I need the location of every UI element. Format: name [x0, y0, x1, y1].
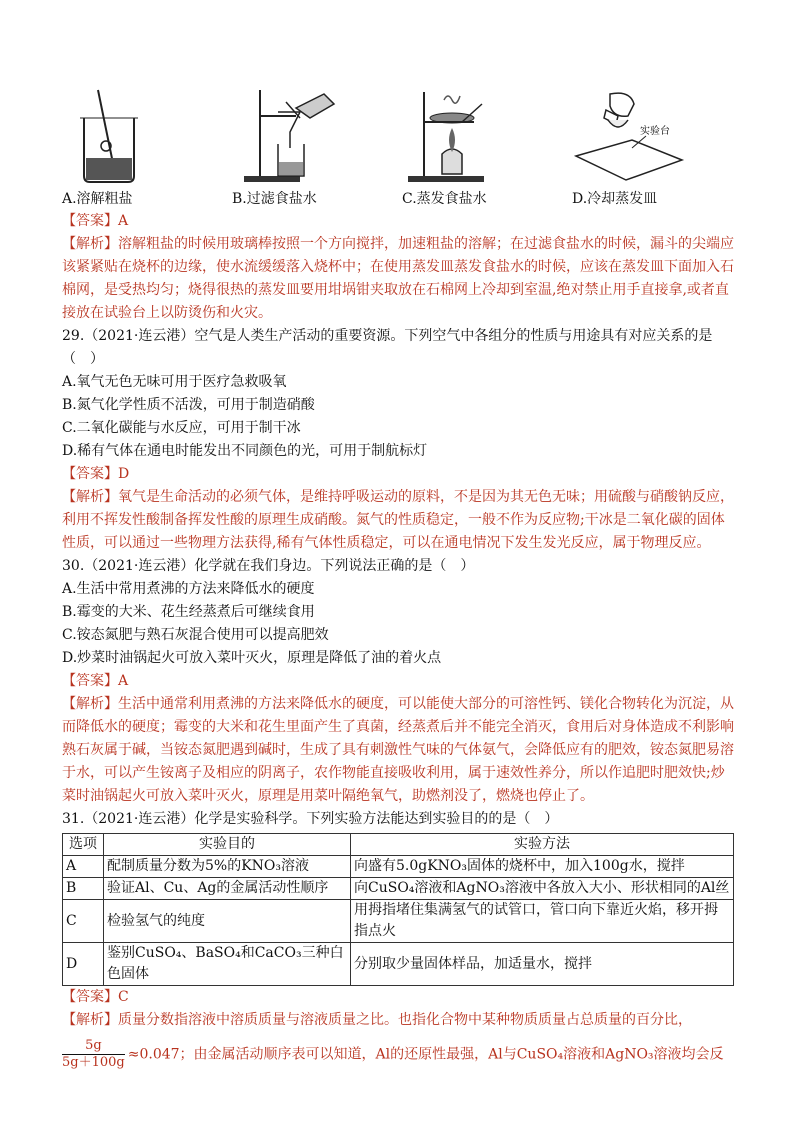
table-row	[63, 856, 734, 878]
row-a-method: 向盛有5.0gKNO₃固体的烧杯中，加入100g水，搅拌	[351, 856, 734, 878]
table-row	[63, 943, 734, 986]
row-d-option: D	[63, 943, 104, 986]
header-purpose: 实验目的	[104, 834, 351, 856]
cooling-dish-figure	[570, 88, 690, 184]
header-option: 选项	[63, 834, 104, 856]
evaporation-figure	[402, 88, 494, 184]
row-d-method: 分别取少量固体样品，加适量水，搅拌	[351, 943, 734, 986]
filtration-figure	[240, 88, 340, 184]
mass-fraction-formula	[62, 1038, 125, 1071]
q29-option-b: B.氮气化学性质不活泼，可用于制造硝酸	[62, 397, 315, 413]
row-a-purpose: 配制质量分数为5%的KNO₃溶液	[104, 856, 351, 878]
q30-option-d: D.炒菜时油锅起火可放入菜叶灭火，原理是降低了油的着火点	[62, 650, 442, 666]
row-b-purpose: 验证Al、Cu、Ag的金属活动性顺序	[104, 878, 351, 900]
apparatus-figures	[62, 88, 734, 188]
caption-a: A.溶解粗盐	[62, 191, 133, 207]
formula-numerator: 5g	[62, 1038, 125, 1055]
row-c-method: 用拇指堵住集满氢气的试管口，管口向下靠近火焰，移开拇指点火	[351, 900, 734, 943]
lab-table-label: 实验台	[640, 126, 670, 137]
q29-stem: 29.（2021·连云港）空气是人类生产活动的重要资源。下列空气中各组分的性质与用途具有对应关系的是（ ）	[62, 328, 713, 367]
row-a-option: A	[63, 856, 104, 878]
row-b-option: B	[63, 878, 104, 900]
q31-table	[62, 833, 734, 986]
table-row	[63, 878, 734, 900]
row-c-option: C	[63, 900, 104, 943]
q29-answer: 【答案】D	[62, 466, 130, 482]
q30-option-a: A.生活中常用煮沸的方法来降低水的硬度	[62, 581, 315, 597]
caption-c: C.蒸发食盐水	[402, 191, 487, 207]
q28-analysis: 【解析】溶解粗盐的时候用玻璃棒按照一个方向搅拌，加速粗盐的溶解；在过滤食盐水的时候，漏斗的尖端应该紧紧贴在烧杯的边缘，使水流缓缓落入烧杯中；在使用蒸发皿蒸发食盐水的时候，应该在蒸发皿下面加入石棉网，是受热均匀；烧得很热的蒸发皿要用坩埚钳夹取放在石棉网上冷却到室温,绝对禁止用手直接拿,或者直接放在试验台上以防烫伤和火灾。	[62, 236, 734, 321]
dissolve-beaker-figure	[76, 88, 146, 184]
row-b-method: 向CuSO₄溶液和AgNO₃溶液中各放入大小、形状相同的Al丝	[351, 878, 734, 900]
q29-option-d: D.稀有气体在通电时能发出不同颜色的光，可用于制航标灯	[62, 443, 428, 459]
q31-stem: 31.（2021·连云港）化学是实验科学。下列实验方法能达到实验目的的是（ ）	[62, 811, 559, 827]
q30-option-b: B.霉变的大米、花生经蒸煮后可继续食用	[62, 604, 315, 620]
q29-option-c: C.二氧化碳能与水反应，可用于制干冰	[62, 420, 301, 436]
formula-denominator: 5g＋100g	[62, 1055, 125, 1070]
row-c-purpose: 检验氢气的纯度	[104, 900, 351, 943]
table-row	[63, 900, 734, 943]
caption-b: B.过滤食盐水	[232, 191, 317, 207]
row-d-purpose: 鉴别CuSO₄、BaSO₄和CaCO₃三种白色固体	[104, 943, 351, 986]
q29-analysis: 【解析】氧气是生命活动的必须气体，是维持呼吸运动的原料，不是因为其无色无味；用硫酸与硝酸钠反应，利用不挥发性酸制备挥发性酸的原理生成硝酸。氮气的性质稳定，一般不作为反应物;干冰是二氧化碳的固体性质，可以通过一些物理方法获得,稀有气体性质稳定，可以在通电情况下发生发光反应，属于物理反应。	[62, 489, 734, 551]
q30-option-c: C.铵态氮肥与熟石灰混合使用可以提高肥效	[62, 627, 329, 643]
formula-continuation: ≈0.047；由金属活动顺序表可以知道，Al的还原性最强，Al与CuSO₄溶液和AgNO₃溶液均会反	[127, 1046, 724, 1063]
caption-d: D.冷却蒸发皿	[572, 191, 658, 207]
q29-option-a: A.氧气无色无味可用于医疗急救吸氧	[62, 374, 287, 390]
figure-captions	[62, 188, 734, 210]
header-method: 实验方法	[351, 834, 734, 856]
q28-answer: 【答案】A	[62, 213, 129, 229]
q30-answer: 【答案】A	[62, 673, 129, 689]
q30-stem: 30.（2021·连云港）化学就在我们身边。下列说法正确的是（ ）	[62, 558, 475, 574]
q31-analysis: 【解析】质量分数指溶液中溶质质量与溶液质量之比。也指化合物中某种物质质量占总质量的百分比，	[62, 1012, 692, 1028]
table-header-row	[63, 834, 734, 856]
q31-answer: 【答案】C	[62, 989, 129, 1005]
q31-formula-line	[62, 1038, 734, 1071]
q30-analysis: 【解析】生活中通常利用煮沸的方法来降低水的硬度，可以能使大部分的可溶性钙、镁化合物转化为沉淀，从而降低水的硬度；霉变的大米和花生里面产生了真菌，经蒸煮后并不能完全消灭，食用后对身体造成不利影响熟石灰属于碱，当铵态氮肥遇到碱时，生成了具有刺激性气味的气体氨气，会降低应有的肥效，铵态氮肥易溶于水，可以产生铵离子及相应的阴离子，农作物能直接吸收利用，属于速效性养分，所以作追肥时肥效快;炒菜时油锅起火可放入菜叶灭火，原理是用菜叶隔绝氧气，助燃剂没了，燃烧也停止了。	[62, 696, 734, 804]
